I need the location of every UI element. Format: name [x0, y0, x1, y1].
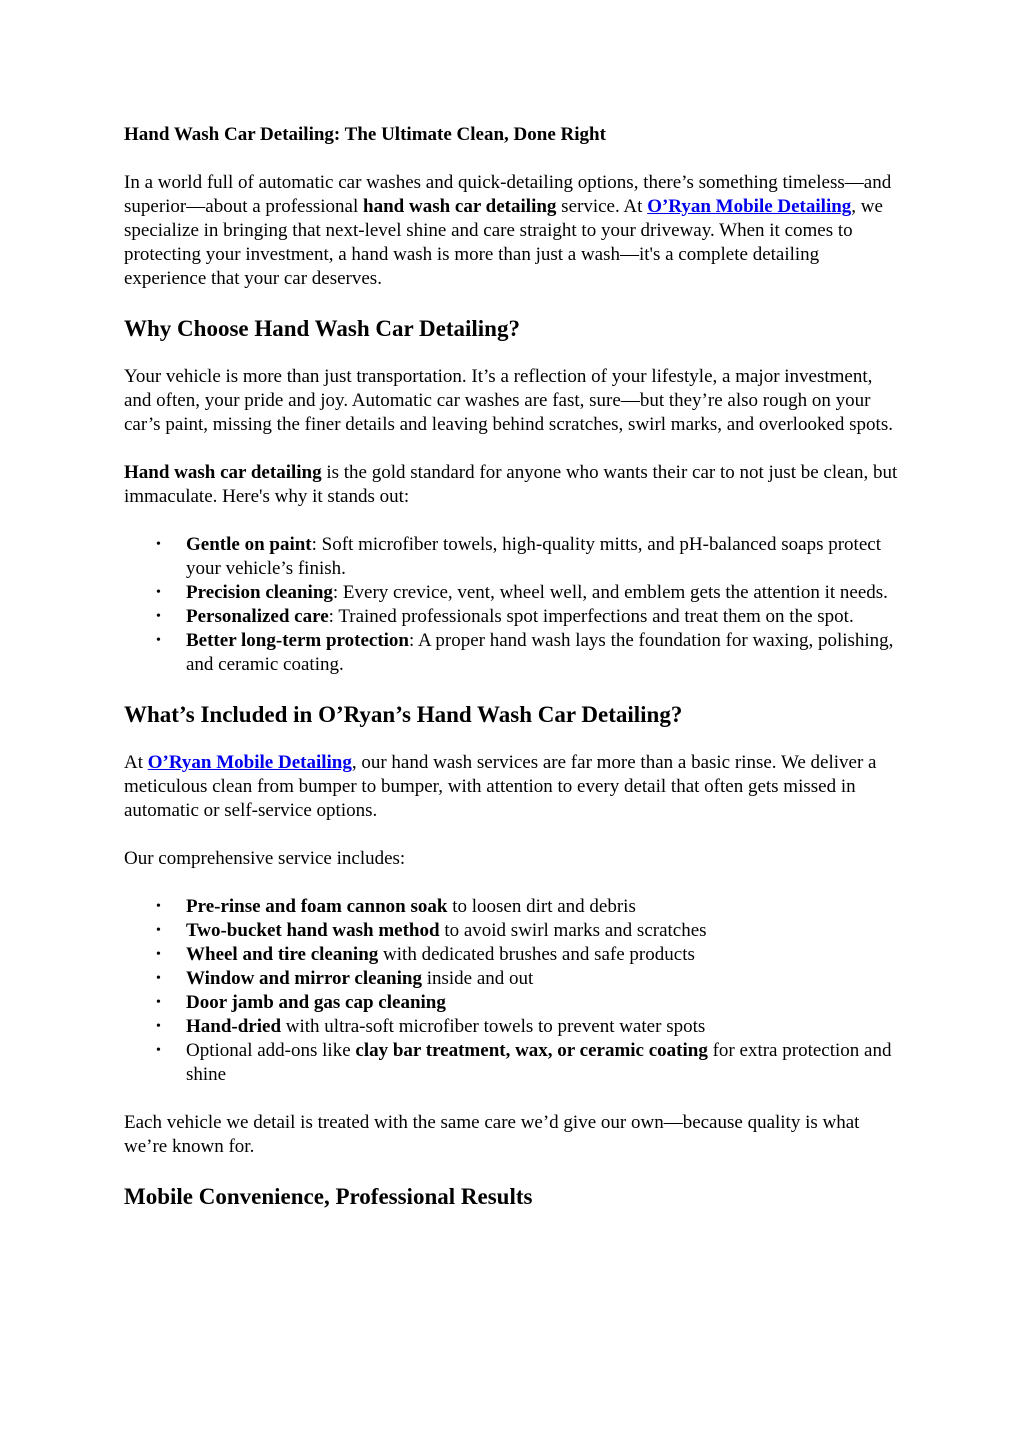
intro-bold: hand wash car detailing — [363, 196, 557, 217]
list-item-bold: Pre-rinse and foam cannon soak — [186, 896, 448, 917]
list-item-text: inside and out — [421, 968, 534, 989]
list-item-bold: Personalized care — [186, 606, 329, 627]
list-item-text: : Every crevice, vent, wheel well, and emblem gets the attention it needs. — [332, 582, 888, 603]
list-item — [156, 1039, 899, 1087]
list-item-text: with dedicated brushes and safe products — [378, 944, 695, 965]
oryan-link[interactable]: O’Ryan Mobile Detailing — [147, 752, 352, 773]
intro-text: , we specialize in bringing that next-level shine and care straight to your driveway. When it comes to protecting your investment, a hand wash is more than just a wash—it's a complete detailing experience that your car deserves. — [124, 196, 883, 289]
list-item — [156, 605, 899, 629]
bullet-icon: • — [156, 971, 161, 986]
list-item-text: : A proper hand wash lays the foundation for waxing, polishing, and ceramic coating. — [186, 630, 894, 675]
list-item — [156, 629, 899, 677]
services-list — [124, 895, 899, 1087]
list-item-bold: Window and mirror cleaning — [186, 968, 422, 989]
gold-standard-paragraph — [124, 461, 899, 509]
oryan-link[interactable]: O’Ryan Mobile Detailing — [647, 196, 852, 217]
list-item-pre: Optional add-ons like — [186, 1040, 356, 1061]
bullet-icon: • — [156, 995, 161, 1010]
list-item — [156, 991, 899, 1015]
list-item-bold: clay bar treatment, wax, or ceramic coating — [355, 1040, 708, 1061]
bullet-icon: • — [156, 537, 161, 552]
whats-included-text: , our hand wash services are far more than a basic rinse. We deliver a meticulous clean from bumper to bumper, with attention to every detail that often gets missed in automatic or self-service options. — [124, 752, 877, 821]
intro-text: service. At — [556, 196, 648, 217]
list-item — [156, 967, 899, 991]
bullet-icon: • — [156, 1043, 161, 1058]
intro-paragraph — [124, 171, 899, 291]
list-item-text: to loosen dirt and debris — [447, 896, 636, 917]
list-item-bold: Gentle on paint — [186, 534, 312, 555]
why-choose-paragraph: Your vehicle is more than just transportation. It’s a reflection of your lifestyle, a major investment, and often, your pride and joy. Automatic car washes are fast, sure—but they’re also rough on your car’s paint, missing the finer details and leaving behind scratches, swirl marks, and overlooked spots. — [124, 366, 893, 435]
list-item-text: : Soft microfiber towels, high-quality mitts, and pH-balanced soaps protect your vehicle’s finish. — [186, 534, 881, 579]
list-item-text: : Trained professionals spot imperfections and treat them on the spot. — [328, 606, 854, 627]
list-item-bold: Door jamb and gas cap cleaning — [186, 992, 446, 1013]
benefits-list — [124, 533, 899, 677]
whats-included-paragraph — [124, 751, 899, 823]
whats-included-text: At — [124, 752, 148, 773]
section-heading-whats-included: What’s Included in O’Ryan’s Hand Wash Car Detailing? — [124, 702, 683, 727]
list-item-text: for extra protection and shine — [186, 1040, 892, 1085]
document-page — [124, 122, 899, 1211]
list-item-bold: Hand-dried — [186, 1016, 282, 1037]
list-item — [156, 943, 899, 967]
bullet-icon: • — [156, 609, 161, 624]
list-item-bold: Precision cleaning — [186, 582, 333, 603]
list-item — [156, 895, 899, 919]
quality-paragraph: Each vehicle we detail is treated with the same care we’d give our own—because quality is what we’re known for. — [124, 1112, 860, 1157]
list-item-bold: Two-bucket hand wash method — [186, 920, 440, 941]
list-item-text: to avoid swirl marks and scratches — [439, 920, 707, 941]
list-item-bold: Wheel and tire cleaning — [186, 944, 379, 965]
list-item — [156, 919, 899, 943]
document-title: Hand Wash Car Detailing: The Ultimate Clean, Done Right — [124, 124, 606, 145]
intro-text: In a world full of automatic car washes and quick-detailing options, there’s something timeless—and superior—about a professional — [124, 172, 892, 217]
bullet-icon: • — [156, 923, 161, 938]
bullet-icon: • — [156, 585, 161, 600]
bullet-icon: • — [156, 633, 161, 648]
gold-standard-bold: Hand wash car detailing — [124, 462, 322, 483]
bullet-icon: • — [156, 1019, 161, 1034]
section-heading-mobile-convenience: Mobile Convenience, Professional Results — [124, 1184, 533, 1209]
section-heading-why-choose: Why Choose Hand Wash Car Detailing? — [124, 316, 520, 341]
gold-standard-text: is the gold standard for anyone who wants their car to not just be clean, but immaculate. Here's why it stands out: — [124, 462, 898, 507]
bullet-icon: • — [156, 947, 161, 962]
list-item — [156, 1015, 899, 1039]
list-item — [156, 581, 899, 605]
bullet-icon: • — [156, 899, 161, 914]
list-item — [156, 533, 899, 581]
list-item-bold: Better long-term protection — [186, 630, 409, 651]
service-includes-paragraph: Our comprehensive service includes: — [124, 848, 406, 869]
list-item-text: with ultra-soft microfiber towels to prevent water spots — [281, 1016, 706, 1037]
